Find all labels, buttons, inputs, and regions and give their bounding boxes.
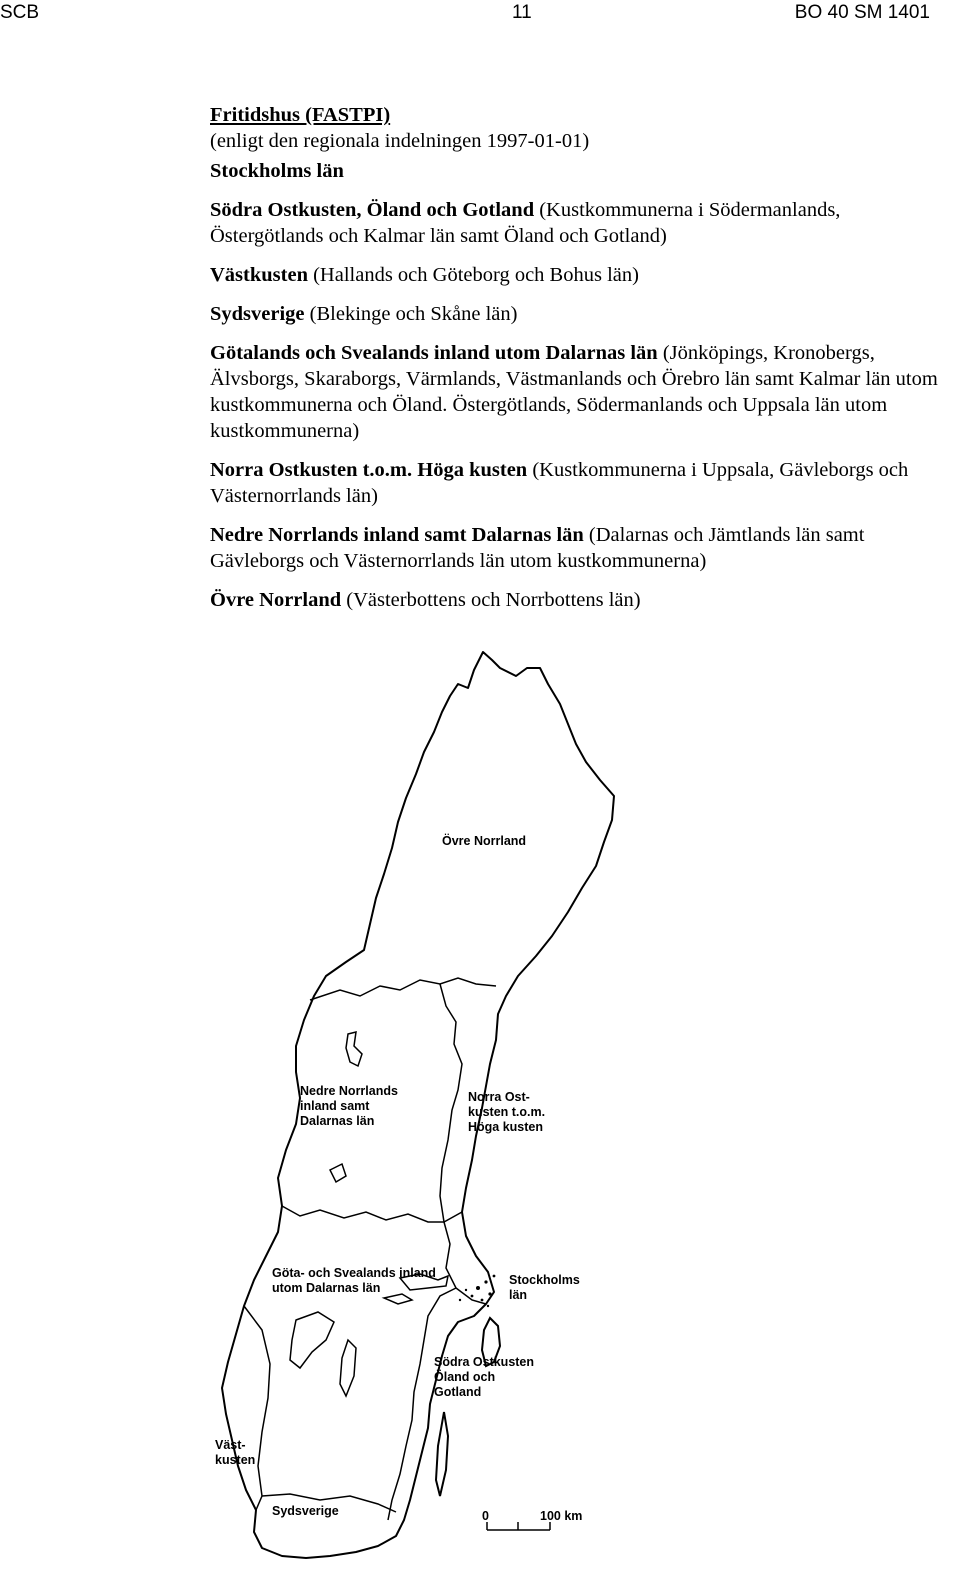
region-desc: (Kustkommunerna i Uppsala, Gävleborgs och Västernorrlands län) [210, 459, 909, 507]
lake-vanern [290, 1312, 334, 1368]
region-name: Övre Norrland [210, 589, 342, 611]
region-name: Norra Ostkusten t.o.m. Höga kusten [210, 459, 528, 481]
label-line: Väst- [215, 1438, 246, 1452]
label-line: Nedre Norrlands [300, 1084, 398, 1098]
page-subtitle: (enligt den regionala indelningen 1997-01-01) [210, 130, 590, 152]
lake-vattern [340, 1340, 356, 1396]
region-item [210, 301, 956, 327]
boundary-vastkusten [244, 1306, 270, 1510]
oland-outline [436, 1412, 448, 1496]
label-vastkusten [215, 1438, 255, 1467]
page-title: Fritidshus (FASTPI) [210, 104, 391, 126]
label-gota-svealand [272, 1266, 439, 1295]
label-line: utom Dalarnas län [272, 1281, 381, 1295]
sweden-outline [222, 652, 614, 1558]
label-line: Övre Norrland [442, 834, 527, 848]
region-name: Sydsverige [210, 303, 305, 325]
label-line: Höga kusten [468, 1120, 544, 1134]
region-desc: (Hallands och Göteborg och Bohus län) [307, 264, 639, 286]
region-desc: (Jönköpings, Kronobergs, Älvsborgs, Skaraborgs, Värmlands, Västmanlands och Örebro län samt Kalmar län utom kustkommunerna och Öland. Östergötlands, Södermanlands och Uppsala län utom kustkommunerna) [210, 342, 938, 442]
region-desc: (Kustkommunerna i Södermanlands, Östergötlands och Kalmar län samt Öland och Gotland) [210, 199, 841, 247]
label-line: Öland och [434, 1370, 496, 1384]
label-sydsverige [272, 1504, 339, 1518]
label-line: Södra Ostkusten [434, 1355, 535, 1369]
label-norra-ostkusten [468, 1090, 549, 1134]
region-desc: (Blekinge och Skåne län) [304, 303, 518, 325]
lake-hjalmaren [384, 1294, 412, 1304]
sweden-region-map [0, 640, 960, 1577]
region-name: Västkusten [210, 264, 308, 286]
label-line: Gotland [434, 1385, 482, 1399]
label-line: län [509, 1288, 528, 1302]
region-item [210, 587, 956, 613]
label-nedre-norrland [300, 1084, 401, 1128]
lake-storsjon [346, 1032, 362, 1066]
header-org: SCB [0, 2, 40, 23]
label-line: Göta- och Svealands inland [272, 1266, 436, 1280]
region-name: Götalands och Svealands inland utom Dalarnas län [210, 342, 658, 364]
region-name: Stockholms län [210, 160, 344, 182]
region-item [210, 457, 956, 509]
page-number: 11 [512, 2, 532, 23]
region-item [210, 158, 956, 184]
label-sodra-ostkusten [434, 1355, 538, 1399]
lake-siljan [330, 1164, 346, 1182]
document-code: BO 40 SM 1401 [794, 2, 930, 23]
scale-start: 0 [482, 1509, 489, 1523]
scale-bar [482, 1509, 582, 1530]
region-item [210, 340, 956, 444]
label-line: kusten t.o.m. [468, 1105, 546, 1119]
region-item [210, 262, 956, 288]
region-item [210, 522, 956, 574]
boundary-coastal-north [440, 984, 462, 1222]
label-line: Norra Ost- [468, 1090, 530, 1104]
boundary-sodra-ostkusten [388, 1288, 456, 1520]
label-line: kusten [215, 1453, 256, 1467]
label-stockholm [509, 1273, 583, 1302]
boundary-nedre-south [282, 1206, 462, 1222]
label-line: Dalarnas län [300, 1114, 375, 1128]
label-line: Sydsverige [272, 1504, 339, 1518]
label-ovre-norrland [442, 833, 526, 848]
region-item [210, 197, 956, 249]
region-desc: (Dalarnas och Jämtlands län samt Gävleborgs och Västernorrlands län utom kustkommunerna) [210, 524, 865, 572]
region-definitions [210, 102, 956, 626]
region-name: Nedre Norrlands inland samt Dalarnas län [210, 524, 584, 546]
label-line: Stockholms [509, 1273, 580, 1287]
region-name: Södra Ostkusten, Öland och Gotland [210, 199, 535, 221]
region-desc: (Västerbottens och Norrbottens län) [341, 589, 641, 611]
scale-end: 100 km [540, 1509, 583, 1523]
label-line: inland samt [300, 1099, 370, 1113]
boundary-ovre-nedre [310, 978, 496, 1000]
